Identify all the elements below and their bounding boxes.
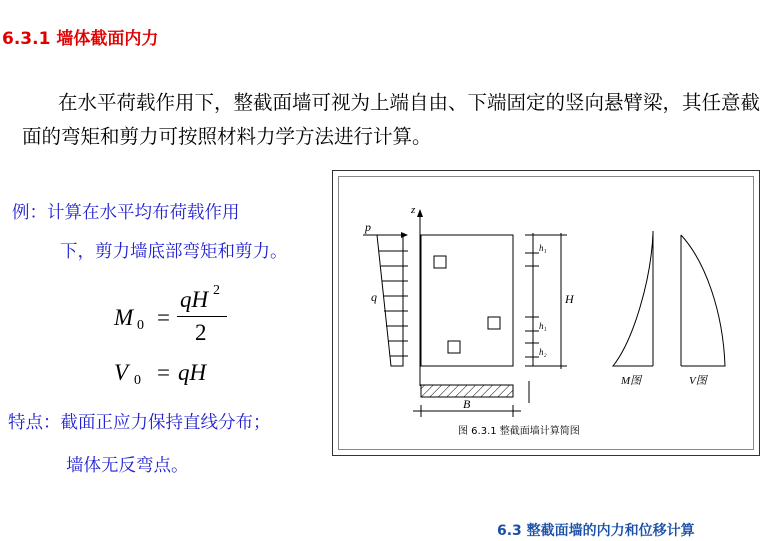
- section-heading: 6.3.1 墙体截面内力: [2, 29, 159, 49]
- shear-rhs: qH: [178, 360, 207, 385]
- moment-equals: =: [157, 305, 170, 330]
- wall-body: [421, 235, 513, 366]
- label-h2: h₂: [539, 347, 547, 357]
- label-M: M图: [621, 375, 642, 387]
- feature-line-2: 墙体无反弯点。: [66, 456, 189, 476]
- label-H: H: [565, 292, 574, 306]
- label-z: z: [411, 204, 416, 216]
- shear-diagram-curve: [681, 235, 725, 366]
- moment-denominator: 2: [195, 320, 207, 345]
- shear-subscript: 0: [134, 373, 141, 388]
- example-line-2: 下，剪力墙底部弯矩和剪力。: [60, 242, 288, 262]
- body-paragraph: 在水平荷载作用下，整截面墙可视为上端自由、下端固定的竖向悬臂梁，其任意截面的弯矩和剪力可按照材料力学方法进行计算。: [22, 91, 761, 148]
- label-h1-top: h₁: [539, 243, 547, 253]
- wall-opening-3: [448, 341, 460, 353]
- moment-subscript: 0: [137, 318, 144, 333]
- fraction-bar: [177, 316, 227, 317]
- example-line-1: 例：计算在水平均布荷载作用: [12, 203, 240, 223]
- wall-opening-1: [434, 256, 446, 268]
- footer-section-title: 6.3 整截面墙的内力和位移计算: [497, 523, 695, 539]
- wall-opening-2: [488, 317, 500, 329]
- z-axis-arrow: [417, 209, 423, 217]
- figure-caption: 图 6.3.1 整截面墙计算简图: [458, 426, 580, 437]
- label-p: p: [365, 220, 371, 234]
- feature-line-1: 特点：截面正应力保持直线分布；: [8, 413, 271, 433]
- moment-diagram-curve: [613, 233, 653, 366]
- shear-symbol: V: [114, 360, 129, 385]
- moment-symbol: M: [114, 305, 134, 330]
- shear-equals: =: [157, 360, 170, 385]
- moment-numerator: qH: [180, 287, 209, 312]
- label-q: q: [371, 290, 377, 304]
- wall-diagram: [333, 171, 761, 457]
- label-h1-mid: h₁: [539, 321, 547, 331]
- load-arrows: [379, 251, 408, 356]
- p-arrow-head: [401, 232, 408, 238]
- figure-frame: [332, 170, 760, 456]
- wall-base: [421, 385, 513, 397]
- label-V: V图: [689, 375, 707, 387]
- label-B: B: [463, 397, 471, 411]
- load-triangle: [377, 235, 403, 366]
- moment-exponent: 2: [213, 283, 220, 298]
